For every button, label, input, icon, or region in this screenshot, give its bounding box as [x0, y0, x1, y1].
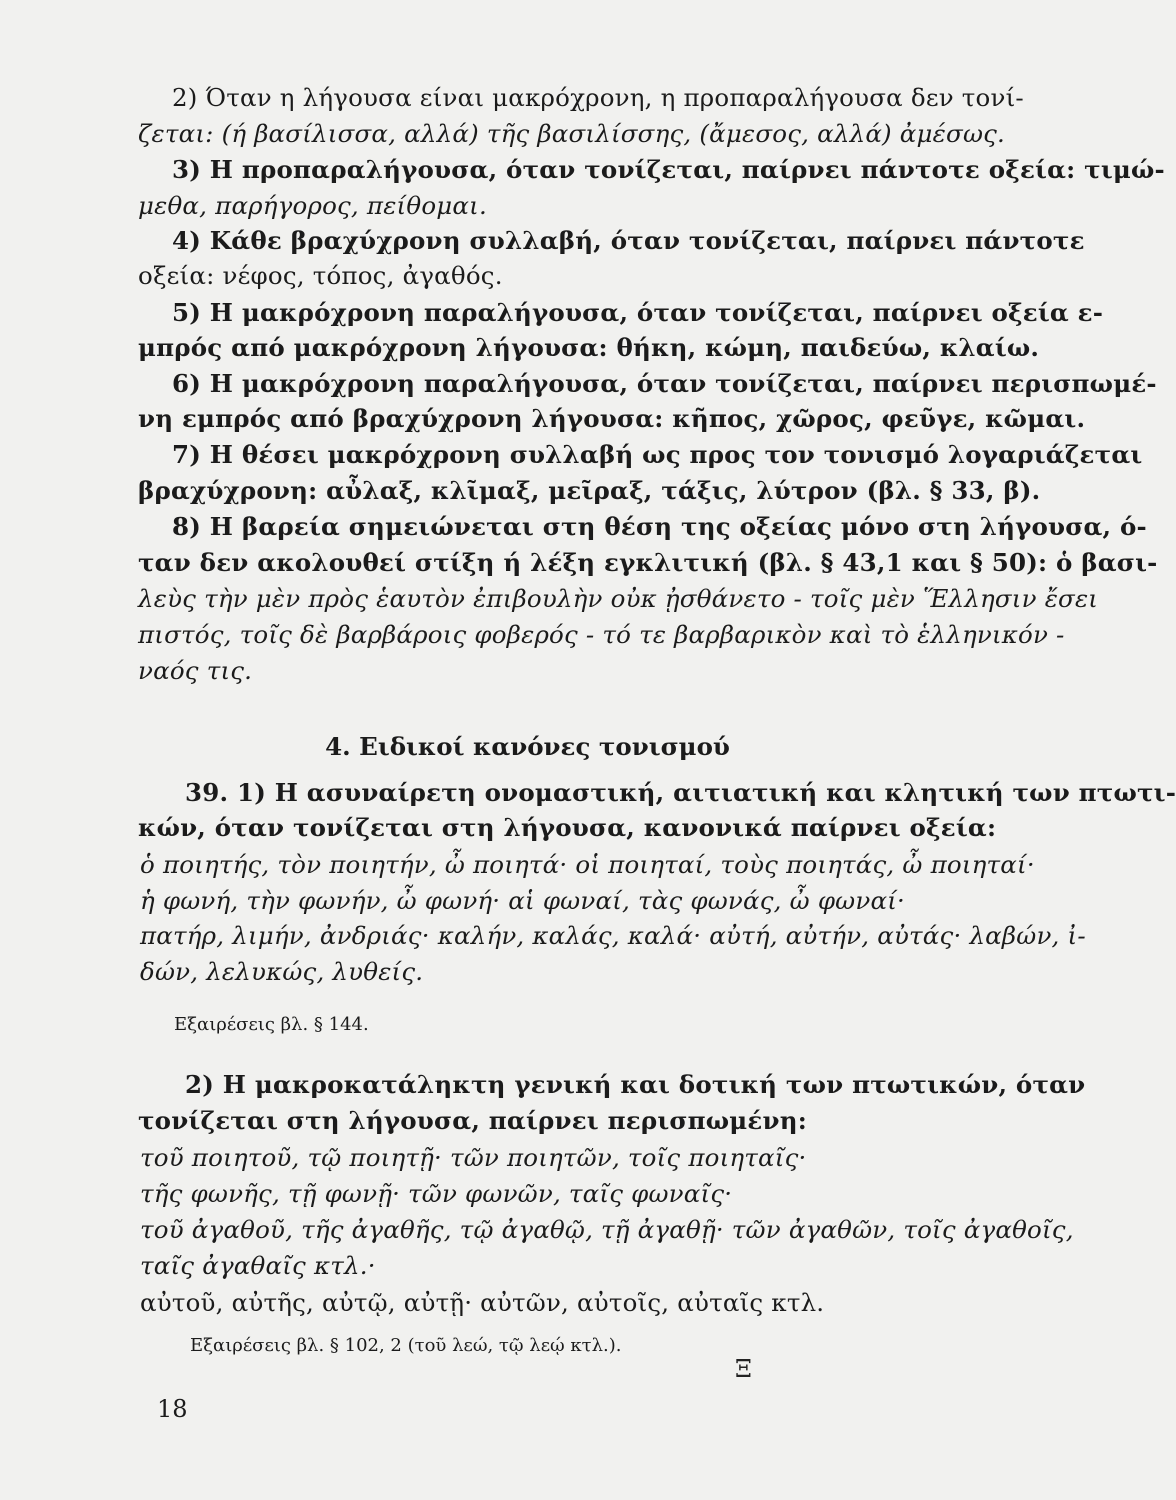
rule-8-line-3: λεὺς τὴν μὲν πρὸς ἑαυτὸν ἐπιβουλὴν οὐκ ᾐσθάνετο - τοῖς μὲν Ἕλλησιν ἔσει — [138, 584, 1099, 613]
rule-4-line-1: 4) Κάθε βραχύχρονη συλλαβή, όταν τονίζεται, παίρνει πάντοτε — [172, 226, 1085, 255]
para-39-line-2: κών, όταν τονίζεται στη λήγουσα, κανονικά παίρνει οξεία: — [138, 813, 997, 842]
rule-6-line-2: νη εμπρός από βραχύχρονη λήγουσα: κῆπος, χῶρος, φεῦγε, κῶμαι. — [138, 404, 1086, 433]
rule-8-line-5: ναός τις. — [138, 656, 253, 685]
rule-2-line-2: ζεται: (ή βασίλισσα, αλλά) τῆς βασιλίσσης, (ἄμεσος, αλλά) ἀμέσως. — [138, 119, 1006, 148]
rule-8-line-1: 8) Η βαρεία σημειώνεται στη θέση της οξείας μόνο στη λήγουσα, ό- — [172, 512, 1147, 541]
example-line-3: πατήρ, λιμήν, ἀνδριάς· καλήν, καλάς, καλά· αὐτή, αὐτήν, αὐτάς· λαβών, ἰ- — [140, 921, 1086, 950]
para-39-line-1: 39. 1) Η ασυναίρετη ονομαστική, αιτιατική και κλητική των πτωτι- — [185, 778, 1176, 807]
rule-7-line-1: 7) Η θέσει μακρόχρονη συλλαβή ως προς τον τονισμό λογαριάζεται — [172, 440, 1143, 469]
form-line-4: ταῖς ἀγαθαῖς κτλ.· — [140, 1251, 376, 1280]
exceptions-note-1: Εξαιρέσεις βλ. § 144. — [174, 1014, 369, 1035]
example-line-4: δών, λελυκώς, λυθείς. — [140, 957, 424, 986]
example-line-2: ἡ φωνή, τὴν φωνήν, ὦ φωνή· αἱ φωναί, τὰς φωνάς, ὦ φωναί· — [140, 886, 905, 915]
rule-6-line-1: 6) Η μακρόχρονη παραλήγουσα, όταν τονίζεται, παίρνει περισπωμέ- — [172, 369, 1157, 398]
form-line-3: τοῦ ἀγαθοῦ, τῆς ἀγαθῆς, τῷ ἀγαθῷ, τῇ ἀγαθῇ· τῶν ἀγαθῶν, τοῖς ἀγαθοῖς, — [140, 1215, 1074, 1244]
form-line-1: τοῦ ποιητοῦ, τῷ ποιητῇ· τῶν ποιητῶν, τοῖς ποιηταῖς· — [140, 1143, 807, 1172]
rule-8-line-4: πιστός, τοῖς δὲ βαρβάροις φοβερός - τό τε βαρβαρικὸν καὶ τὸ ἑλληνικόν - — [138, 620, 1065, 649]
rule-7-line-2: βραχύχρονη: αὖλαξ, κλῖμαξ, μεῖραξ, τάξις, λύτρον (βλ. § 33, β). — [138, 476, 1041, 505]
margin-mark: Ξ — [735, 1355, 752, 1383]
rule-8-line-2: ταν δεν ακολουθεί στίξη ή λέξη εγκλιτική (βλ. § 43,1 και § 50): ὁ βασι- — [138, 548, 1158, 577]
exceptions-note-2: Εξαιρέσεις βλ. § 102, 2 (τοῦ λεώ, τῷ λεῴ κτλ.). — [190, 1335, 622, 1356]
rule-3-line-2: μεθα, παρήγορος, πείθομαι. — [138, 191, 487, 220]
form-line-2: τῆς φωνῆς, τῇ φωνῇ· τῶν φωνῶν, ταῖς φωναῖς· — [140, 1179, 733, 1208]
page-number: 18 — [157, 1395, 188, 1423]
para-2-line-1: 2) Η μακροκατάληκτη γενική και δοτική των πτωτικών, όταν — [185, 1070, 1086, 1099]
rule-3-line-1: 3) Η προπαραλήγουσα, όταν τονίζεται, παίρνει πάντοτε οξεία: τιμώ- — [172, 155, 1165, 184]
rule-5-line-2: μπρός από μακρόχρονη λήγουσα: θήκη, κώμη, παιδεύω, κλαίω. — [138, 333, 1040, 362]
para-2-line-2: τονίζεται στη λήγουσα, παίρνει περισπωμένη: — [138, 1106, 807, 1135]
example-line-1: ὁ ποιητής, τὸν ποιητήν, ὦ ποιητά· οἱ ποιηταί, τοὺς ποιητάς, ὦ ποιηταί· — [140, 850, 1035, 879]
section-heading: 4. Ειδικοί κανόνες τονισμού — [325, 732, 730, 761]
form-line-5: αὐτοῦ, αὐτῆς, αὐτῷ, αὐτῇ· αὐτῶν, αὐτοῖς, αὐταῖς κτλ. — [140, 1288, 825, 1317]
rule-4-line-2: οξεία: νέφος, τόπος, ἀγαθός. — [138, 261, 503, 290]
rule-2-line-1: 2) Όταν η λήγουσα είναι μακρόχρονη, η προπαραλήγουσα δεν τονί- — [172, 83, 1024, 112]
rule-5-line-1: 5) Η μακρόχρονη παραλήγουσα, όταν τονίζεται, παίρνει οξεία ε- — [172, 298, 1104, 327]
